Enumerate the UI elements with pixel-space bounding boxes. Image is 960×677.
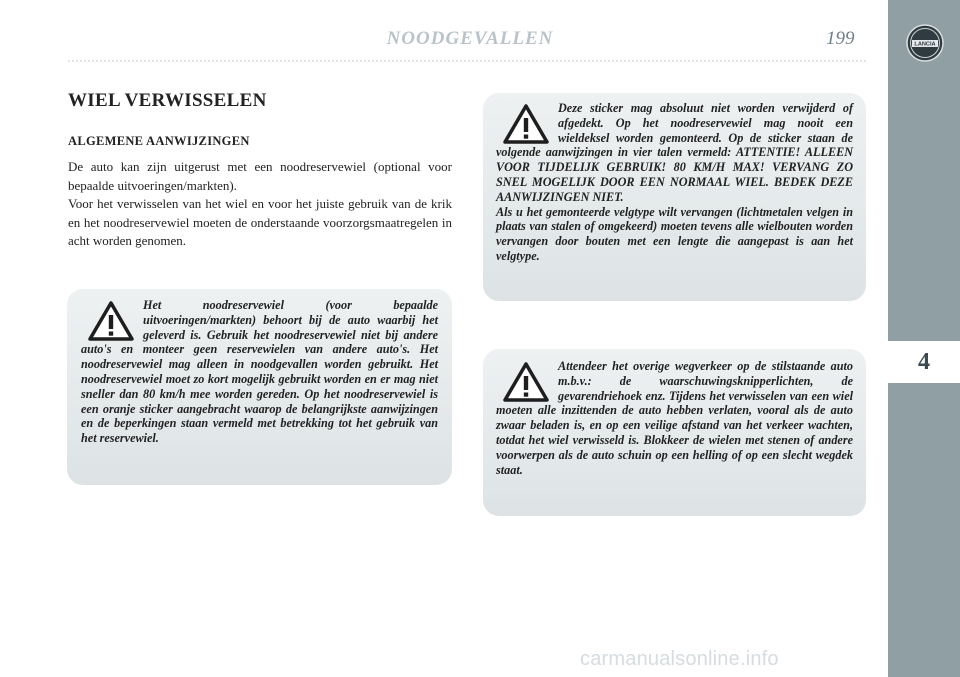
warning-triangle-icon xyxy=(502,361,550,403)
logo-text: LANCIA xyxy=(914,41,936,48)
warning-box-sticker xyxy=(483,93,866,301)
chapter-tab[interactable]: 4 xyxy=(888,341,960,383)
intro-text xyxy=(68,158,452,251)
page-number: 199 xyxy=(826,28,855,49)
section-title: WIEL VERWISSELEN xyxy=(68,90,267,111)
watermark: carmanualsonline.info xyxy=(580,648,779,670)
warning-text-2: Als u het gemonteerde velgtype wilt vervangen (lichtmetalen velgen in plaats van stalen of omgekeerd) moeten tevens alle wielbouten worden vervangen door bouten met een lengte die aangepast is aan het velgtype. xyxy=(496,204,853,263)
intro-paragraph: De auto kan zijn uitgerust met een noodreservewiel (optional voor bepaalde uitvoeringen/markten). xyxy=(68,159,452,193)
warning-triangle-icon xyxy=(502,103,550,145)
warning-box-spare-wheel xyxy=(67,289,452,485)
header-divider xyxy=(68,60,866,62)
chapter-title: NOODGEVALLEN xyxy=(386,28,554,49)
warning-text: Attendeer het overige wegverkeer op de stilstaande auto m.b.v.: de waarschuwingsknipperlichten, de gevarendriehoek enz. Tijdens het verwisselen van een wiel moeten alle inzittenden de auto hebben verlaten, vooral als de auto zwaar beladen is, en op een veilige afstand van het verkeer wachten, totdat het wiel verwisseld is. Blokkeer de wielen met stenen of andere voorwerpen als de auto schuin op een helling of op een slecht wegdek staat. xyxy=(496,359,853,477)
section-subtitle: ALGEMENE AANWIJZINGEN xyxy=(68,134,250,148)
intro-paragraph: Voor het verwisselen van het wiel en voor het juiste gebruik van de krik en het noodreservewiel moeten de onderstaande voorzorgsmaatregelen in acht worden genomen. xyxy=(68,196,452,248)
warning-text: Deze sticker mag absoluut niet worden verwijderd of afgedekt. Op het noodreservewiel mag nooit een wieldeksel worden gemonteerd. Op de sticker staan de volgende aanwijzingen in vier talen vermeld: ATTENTIE! ALLEEN VOOR TIJDELIJK GEBRUIK! 80 KM/H MAX! VERVANG ZO SNEL MOGELIJK DOOR EEN NORMAAL WIEL. BEDEK DEZE AANWIJZINGEN NIET. xyxy=(496,101,853,204)
lancia-logo-icon xyxy=(906,24,944,62)
chapter-sidebar xyxy=(888,0,960,677)
warning-triangle-icon xyxy=(87,300,135,342)
warning-box-traffic xyxy=(483,349,866,516)
warning-text: Het noodreservewiel (voor bepaalde uitvoeringen/markten) behoort bij de auto waarbij het geleverd is. Gebruik het noodreservewiel niet bij andere auto's en monteer geen reservewielen van andere auto's. Het noodreservewiel mag alleen in noodgevallen worden gebruikt. Het noodreservewiel moet zo kort mogelijk gebruikt worden en er mag niet sneller dan 80 km/h mee worden gereden. Op het noodreservewiel is een oranje sticker aangebracht waarop de belangrijkste aanwijzingen en de beperkingen staan vermeld met betrekking tot het gebruik van het reservewiel. xyxy=(81,298,438,446)
